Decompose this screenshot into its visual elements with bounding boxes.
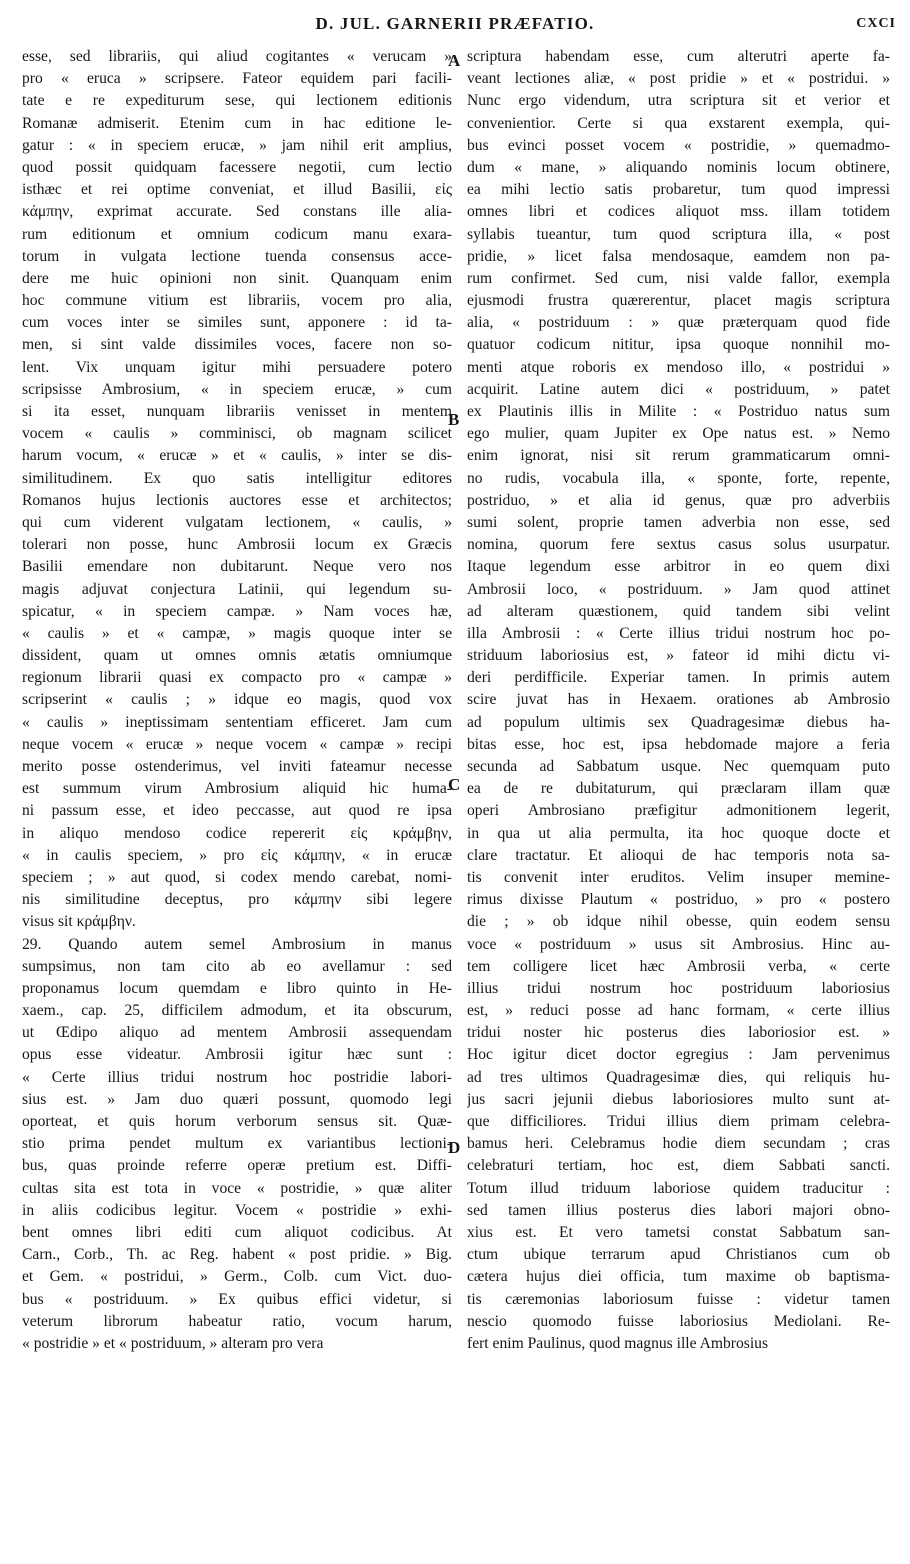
text-line: tem colligere licet hæc Ambrosii verba, « certe bbox=[467, 957, 890, 975]
text-line: si ita esset, nunquam librariis venisset in mentem bbox=[22, 403, 452, 420]
page-header bbox=[0, 10, 910, 40]
text-line: que difficiliores. Tridui illius diem primam celebra- bbox=[467, 1113, 890, 1130]
page-number: CXCI bbox=[856, 16, 896, 31]
text-line: quatuor codicum nititur, ipsa quoque nonnihil mo- bbox=[467, 336, 890, 354]
text-line: ad tres ultimos Quadragesimæ dies, qui reliquis hu- bbox=[467, 1068, 890, 1086]
text-line: postriduo, » et alia id genus, quæ pro adverbiis bbox=[467, 491, 890, 509]
text-line: harum vocum, « erucæ » et « caulis, » inter se dis- bbox=[22, 447, 452, 465]
text-line: secunda ad Sabbatum usque. Nec quemquam puto bbox=[467, 758, 890, 775]
text-line: scire juvat has in Hexaem. orationes ab Ambrosio bbox=[467, 691, 890, 709]
text-line: « in caulis speciem, » pro εἰς κάμπην, « in erucæ bbox=[22, 846, 452, 864]
text-line: ex Plautinis illis in Milite : « Postriduo natus sum bbox=[467, 403, 890, 420]
text-line: « caulis » ineptissimam sententiam efficeret. Jam cum bbox=[22, 713, 452, 731]
text-line: veant lectiones aliæ, « post pridie » et « postridui. » bbox=[467, 70, 890, 88]
text-line: Basilii emendare non dubitarunt. Neque vero nos bbox=[22, 558, 452, 576]
text-line: Nunc ergo videndum, utra scriptura sit et verior et bbox=[467, 92, 890, 110]
text-line: Totum illud triduum laboriose quidem traducitur : bbox=[467, 1179, 890, 1197]
text-line: « postridie » et « postriduum, » alteram pro vera bbox=[22, 1334, 324, 1352]
text-line: pro « eruca » scripsere. Fateor equidem pari facili- bbox=[22, 70, 452, 88]
text-line: omnes libri et codices aliquot mss. illam totidem bbox=[467, 203, 890, 221]
text-line: similitudinem. Ex quo satis intelligitur editores bbox=[22, 469, 452, 487]
text-line: illa Ambrosii : « Certe illius tridui nostrum hoc po- bbox=[467, 624, 890, 642]
text-line: striduum laboriosius est, » fateor id mihi dictu vi- bbox=[467, 647, 890, 665]
text-line: jus sacri jejunii diebus laboriosiores multo sunt at- bbox=[467, 1090, 890, 1108]
text-line: dere me huic opinioni non sinit. Quanquam enim bbox=[22, 269, 452, 287]
text-line: ctum ubique terrarum apud Christianos cum ob bbox=[467, 1246, 890, 1264]
text-line: magis adjuvat conjectura Latinii, qui legendum su- bbox=[22, 580, 452, 598]
running-title: D. JUL. GARNERII PRÆFATIO. bbox=[315, 14, 595, 33]
text-line: Carn., Corb., Th. ac Reg. habent « post pridie. » Big. bbox=[22, 1246, 452, 1264]
text-line: scripserint « caulis ; » idque eo magis, quod vox bbox=[22, 691, 452, 709]
text-line: cum voces inter se similes sunt, apponere : id ta- bbox=[22, 314, 452, 332]
text-line: deri perdifficile. Experiar tamen. In primis autem bbox=[467, 669, 890, 687]
text-line: alia, « postriduum : » quæ præterquam quod fide bbox=[467, 314, 890, 332]
text-line: xaem., cap. 25, difficilem admodum, et ita obscurum, bbox=[22, 1002, 452, 1020]
text-line: Romanæ admiserit. Etenim cum in hac editione le- bbox=[22, 114, 452, 132]
text-line: Hoc igitur dicet doctor egregius : Jam pervenimus bbox=[467, 1046, 890, 1064]
text-line: « caulis » et « campæ, » magis quoque inter se bbox=[22, 624, 452, 642]
text-line: in aliquo mendoso codice repererit εἰς κράμβην, bbox=[22, 824, 452, 842]
text-line: « Certe illius tridui nostrum hoc postridie labori- bbox=[22, 1068, 452, 1086]
margin-marker-c: C bbox=[448, 775, 461, 794]
text-line: operi Ambrosiano præfigitur admonitionem legerit, bbox=[467, 802, 890, 820]
left-column bbox=[22, 46, 452, 1355]
text-line: ni passum esse, et ideo peccasse, aut quod re ipsa bbox=[22, 802, 452, 820]
text-line: sumi solent, proprie tamen adverbia non esse, sed bbox=[467, 513, 890, 531]
text-line: tolerari non posse, hunc Ambrosii locum ex Græcis bbox=[22, 536, 452, 554]
text-line: ad populum ultimis sex Quadragesimæ diebus ha- bbox=[467, 713, 890, 731]
text-line: bus « postriduum. » Ex quibus effici videtur, si bbox=[22, 1290, 452, 1308]
text-line: 29. Quando autem semel Ambrosium in manus bbox=[22, 935, 452, 953]
text-line: bus evinci posset vocem « postridie, » quemadmo- bbox=[467, 136, 890, 154]
text-line: proponamus locum quemdam e libro quinto in He- bbox=[22, 979, 452, 997]
text-line: die ; » ob idque nihil obesse, quin eodem sensu bbox=[467, 913, 890, 931]
text-line: nomina, quorum fere sextus casus solus usurpatur. bbox=[467, 536, 890, 554]
text-line: est, » reduci posse ad hanc formam, « certe illius bbox=[467, 1002, 890, 1020]
text-line: cætera hujus diei officia, tum maxime ob baptisma- bbox=[467, 1268, 890, 1286]
text-line: celebraturi tertiam, hoc est, diem Sabbati sancti. bbox=[467, 1157, 890, 1175]
text-line: ad alteram quæstionem, quid tandem sibi velint bbox=[467, 602, 890, 620]
text-line: sed tamen illius posterus dies labori majori obno- bbox=[467, 1201, 890, 1219]
text-line: ejusmodi frustra quærerentur, placet magis scriptura bbox=[467, 292, 890, 310]
text-line: bent omnes libri editi cum aliquot codicibus. At bbox=[22, 1223, 452, 1241]
text-line: ea mihi lectio satis probaretur, tum quod impressi bbox=[467, 181, 890, 199]
text-line: illius tridui nostrum hoc postriduum laboriosius bbox=[467, 979, 890, 997]
text-line: ut Œdipo aliquo ad mentem Ambrosii assequendam bbox=[22, 1024, 452, 1042]
text-line: gatur : « in speciem erucæ, » jam nihil erit amplius, bbox=[22, 136, 452, 154]
text-line: esse, sed librariis, qui aliud cogitantes « verucam » bbox=[22, 48, 452, 65]
text-line: tridui noster hic posterus dies laboriosior est. » bbox=[467, 1024, 890, 1042]
text-line: hoc commune vitium est librariis, vocem pro alia, bbox=[22, 292, 452, 310]
text-line: regionum librarii quasi ex compacto pro « campæ » bbox=[22, 669, 452, 687]
text-line: oporteat, et quis horum verborum sensus sit. Quæ- bbox=[22, 1113, 452, 1130]
text-line: spicatur, « in speciem campæ. » Nam voces hæ, bbox=[22, 602, 452, 620]
text-line: menti atque roboris ex mendoso illo, « postridui » bbox=[467, 358, 890, 376]
text-line: qui cum viderent vulgatam lectionem, « caulis, » bbox=[22, 513, 452, 531]
text-line: enim ignorat, nisi sit rerum grammaticarum omni- bbox=[467, 447, 890, 465]
right-column bbox=[467, 46, 890, 1355]
text-line: sius est. » Jam duo quæri possunt, quomodo legi bbox=[22, 1090, 452, 1108]
text-line: cultas sita est tota in voce « postridie, » quæ aliter bbox=[22, 1179, 452, 1197]
text-line: neque vocem « erucæ » neque vocem « campæ » recipi bbox=[22, 735, 452, 753]
text-line: κάμπην, exprimat accurate. Sed constans ille alia- bbox=[22, 203, 452, 221]
text-line: ego mulier, quam Jupiter ex Ope natus est. » Nemo bbox=[467, 425, 890, 443]
text-line: Romanos hujus lectionis auctores esse et architectos; bbox=[22, 491, 452, 509]
text-line: quod possit quidquam facessere negotii, cum lectio bbox=[22, 158, 452, 176]
text-line: scriptura habendam esse, cum alterutri aperte fa- bbox=[467, 48, 890, 65]
margin-marker-a: A bbox=[448, 51, 461, 70]
margin-marker-b: B bbox=[448, 410, 460, 429]
text-line: scripsisse Ambrosium, « in speciem erucæ, » cum bbox=[22, 380, 452, 398]
text-line: voce « postriduum » usus sit Ambrosius. Hinc au- bbox=[467, 935, 890, 953]
text-line: vocem « caulis » comminisci, ob magnam scilicet bbox=[22, 425, 452, 443]
text-line: acquirit. Latine autem dici « postriduum, » patet bbox=[467, 380, 890, 398]
text-line: opus esse videatur. Ambrosii igitur hæc sunt : bbox=[22, 1046, 452, 1064]
text-line: lent. Vix unquam igitur mihi persuadere potero bbox=[22, 358, 452, 376]
text-line: sumpsimus, non tam cito ab eo avellamur : sed bbox=[22, 957, 452, 975]
text-line: Ambrosii loco, « postriduum. » Jam quod attinet bbox=[467, 580, 890, 598]
text-line: Itaque legendum esse arbitror in eo quem dixi bbox=[467, 558, 890, 576]
text-line: rimus dixisse Plautum « postriduo, » pro « postero bbox=[467, 891, 890, 909]
text-line: rum confirmet. Sed cum, nisi valde fallor, exempla bbox=[467, 269, 890, 287]
text-line: xius est. Et vero tametsi constat Sabbatum san- bbox=[467, 1223, 890, 1241]
text-line: no rudis, vocabula illa, « sponte, forte, repente, bbox=[467, 469, 890, 487]
text-line: rum editionum et omnium codicum manu exara- bbox=[22, 225, 452, 243]
text-line: bamus heri. Celebramus hodie diem secundam ; cras bbox=[467, 1135, 890, 1153]
text-line: veterum librorum habeatur ratio, vocum harum, bbox=[22, 1312, 452, 1330]
text-line: stio prima pendet multum ex variantibus lectioni- bbox=[22, 1135, 452, 1153]
text-line: tate e re expediturum sese, qui lectionem editionis bbox=[22, 92, 452, 110]
text-line: est summum virum Ambrosium aliquid hic huma- bbox=[22, 780, 452, 798]
text-line: dissident, quam ut omnes omnis ætatis omniumque bbox=[22, 647, 452, 665]
text-line: nescio quomodo fuisse laboriosius Mediolani. Re- bbox=[467, 1312, 890, 1330]
text-line: dum « mane, » aliquando nominis locum obtinere, bbox=[467, 158, 890, 176]
text-line: merito posse ostenderimus, vel inviti fateamur necesse bbox=[22, 758, 452, 775]
text-line: speciem ; » aut quod, si codex mendo carebat, nomi- bbox=[22, 868, 452, 886]
text-line: ea de re dubitaturum, qui præclaram illam quæ bbox=[467, 780, 890, 798]
text-line: bus, quas proinde referre operæ pretium est. Diffi- bbox=[22, 1157, 452, 1175]
text-line: tis cæremonias laboriosum fuisse : videtur tamen bbox=[467, 1290, 890, 1308]
text-line: clare tractatur. Et alioqui de hac temporis nota sa- bbox=[467, 846, 890, 864]
text-line: tis convenit inter eruditos. Velim insuper meminе- bbox=[467, 868, 890, 886]
margin-marker-d: D bbox=[448, 1138, 461, 1157]
text-line: et Gem. « postridui, » Germ., Colb. cum Vict. duo- bbox=[22, 1268, 452, 1286]
text-line: isthæc et rei optime conveniat, et illud Basilii, εἰς bbox=[22, 181, 452, 199]
text-line: men, si sint valde dissimiles voces, facere non so- bbox=[22, 336, 452, 354]
text-line: nis similitudine deceptus, pro κάμπην sibi legere bbox=[22, 891, 452, 909]
text-line: visus sit κράμβην. bbox=[22, 913, 136, 931]
text-line: in aliis codicibus legitur. Vocem « postridie » exhi- bbox=[22, 1201, 452, 1219]
text-line: fert enim Paulinus, quod magnus ille Ambrosius bbox=[467, 1334, 769, 1352]
text-line: in qua ut alia permulta, ita hoc quoque docte et bbox=[467, 824, 890, 842]
text-line: torum in vulgata lectione tuenda consensus acce- bbox=[22, 247, 452, 265]
text-line: pridie, » licet falsa mendosaque, eamdem non pa- bbox=[467, 247, 890, 265]
text-line: syllabis tueantur, tum quod scriptura illa, « post bbox=[467, 225, 890, 243]
text-line: bitas esse, hoc est, ipsa hebdomade majore a feria bbox=[467, 735, 890, 753]
text-line: convenientior. Certe si qua exstarent exempla, qui- bbox=[467, 114, 890, 132]
